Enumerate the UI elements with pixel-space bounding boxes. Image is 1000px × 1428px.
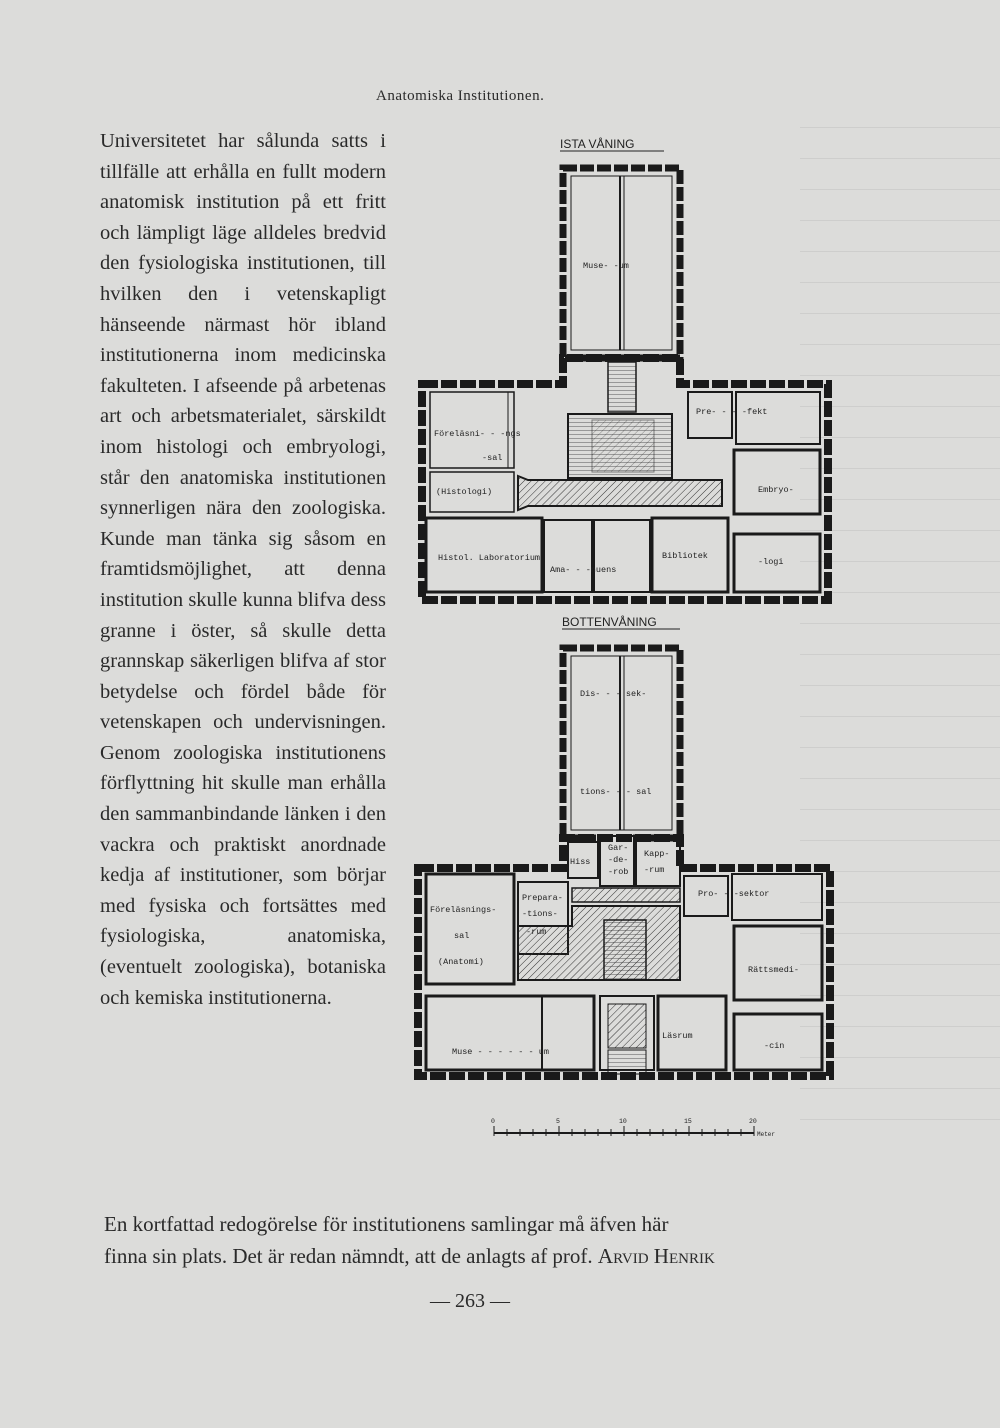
room-label: Prepara- xyxy=(522,893,563,903)
room-label: Föreläsni- - -ngs xyxy=(434,429,521,439)
floor-plans-figure xyxy=(408,130,870,1140)
scale-label: 20 xyxy=(749,1118,757,1125)
scale-label: 5 xyxy=(556,1118,560,1125)
room-label: Histol. Laboratorium xyxy=(438,553,541,563)
room-label: Pre- - - -fekt xyxy=(696,407,768,417)
room-label: sal xyxy=(454,931,470,941)
room-label: Pro- - -sektor xyxy=(698,889,770,899)
room-label: Bibliotek xyxy=(662,551,708,561)
body-paragraph: Universitetet har sålunda satts i tillfälle att erhålla en fullt modern anatomisk institution på ett fritt och lämpligt läge alldeles bredvid den fysiologiska institutionen, till hvilken den i vetenskapligt hänseende närmast hör ibland institutionerna inom medicinska fakulteten. I afseende på arbetenas art och arbetsmaterialet, särskildt inom histologi och embryologi, står den anatomiska institutionen synnerligen nära den zoologiska. Kunde man tänka sig såsom en framtidsmöjlighet, att denna institution skulle kunna blifva dess granne i öster, så skulle detta grannskap säkerligen blifva af stor betydelse och fördel både för vetenskapen och undervisningen. Genom zoologiska institutionens förflyttning hit skulle man erhålla den sammanbindande länken i den vackra och praktiskt anordnade kedja af institutioner, som börjar med fysiska och fortsättes med fysiologiska, anatomiska, (eventuelt zoologiska), botaniska och kemiska institutionerna. xyxy=(100,130,386,1009)
room-label: Embryo- xyxy=(758,485,794,495)
room-label: -rob xyxy=(608,867,629,877)
room-label: Läsrum xyxy=(662,1031,693,1041)
upper-floor-plan xyxy=(422,136,828,600)
room-label: Dis- - - sek- xyxy=(580,689,647,699)
page-number: — 263 — xyxy=(430,1290,510,1312)
bottom-text-line-1: En kortfattad redogörelse för institutionens samlingar må äfven här xyxy=(104,1212,669,1236)
scale-label: 0 xyxy=(491,1118,495,1125)
room-label: -de- xyxy=(608,855,629,865)
room-label: Rättsmedi- xyxy=(748,965,800,975)
room-label: Muse- -um xyxy=(583,261,629,271)
room-label: (Anatomi) xyxy=(438,957,484,967)
room-label: Föreläsnings- xyxy=(430,905,497,915)
room-label: -logi xyxy=(758,557,784,567)
room-label: -tions- xyxy=(522,909,558,919)
scale-label: 15 xyxy=(684,1118,692,1125)
room-label: Muse - - - - - - um xyxy=(452,1047,549,1057)
room-label: -cin xyxy=(764,1041,785,1051)
lower-floor-title: BOTTENVÅNING xyxy=(562,615,657,629)
room-label: -rum xyxy=(644,865,665,875)
scale-label: 10 xyxy=(619,1118,627,1125)
room-label: tions- - - sal xyxy=(580,787,652,797)
room-label: Hiss xyxy=(570,857,591,867)
running-header: Anatomiska Institutionen. xyxy=(376,88,545,104)
lower-floor-plan xyxy=(418,614,830,1076)
room-label: -sal xyxy=(482,453,503,463)
upper-floor-title: ISTA VÅNING xyxy=(560,137,635,151)
bottom-text-line-2 xyxy=(104,1244,715,1269)
scale-bar xyxy=(491,1118,775,1138)
bottom-text-line-2-start: finna sin plats. Det är redan nämndt, att de anlagts af prof. xyxy=(104,1244,598,1268)
room-label: Kapp- xyxy=(644,849,670,859)
scale-unit: Meter xyxy=(757,1131,776,1138)
room-label: Ama- - -nuens xyxy=(550,565,617,575)
room-label: Gar- xyxy=(608,843,629,853)
room-label: (Histologi) xyxy=(436,487,493,497)
author-name: Arvid Henrik xyxy=(597,1244,715,1268)
